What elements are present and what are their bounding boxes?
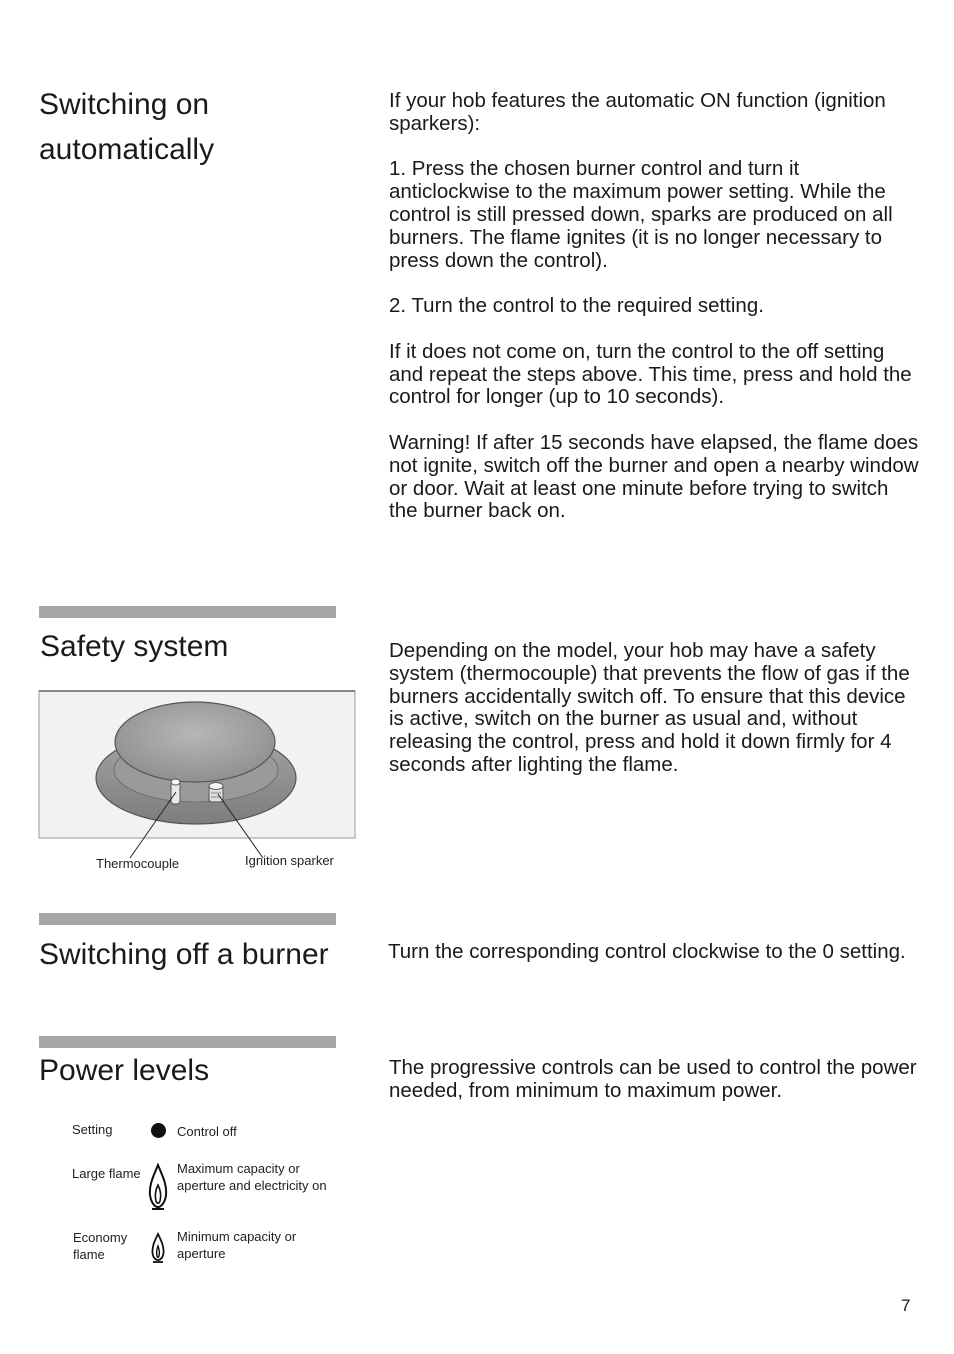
auto-on-text (389, 90, 919, 546)
legend-economy-flame-label: Economy flame (73, 1230, 128, 1262)
switch-off-text: Turn the corresponding control clockwise to the 0 setting. (388, 940, 906, 963)
legend-setting-label: Setting (72, 1122, 113, 1137)
heading-safety-system: Safety system (40, 630, 229, 663)
burner-cap (115, 702, 275, 782)
auto-on-paragraph-warning: Warning! If after 15 seconds have elapsed, the flame does not ignite, switch off the burner and open a nearby window or door. Wait at least one minute before trying to switch the burner back on. (389, 430, 919, 523)
section-rule-switch-off (39, 913, 336, 925)
ignition-sparker-part (209, 783, 223, 803)
section-rule-power-levels (39, 1036, 336, 1048)
auto-on-paragraph-step2: 2. Turn the control to the required setting. (389, 294, 764, 318)
legend-large-flame-desc: Maximum capacity or aperture and electricity on (177, 1161, 327, 1193)
heading-power-levels: Power levels (39, 1054, 210, 1087)
label-thermocouple: Thermocouple (96, 856, 180, 871)
heading-switching-off-burner: Switching off a burner (39, 938, 329, 971)
legend-large-flame-label: Large flame (72, 1166, 141, 1181)
label-ignition-sparker: Ignition sparker (245, 853, 334, 868)
heading-line-1: Switching on (39, 88, 210, 121)
section-rule-safety (39, 606, 336, 618)
heading-line-2: automatically (39, 133, 215, 166)
small-flame-icon (149, 1232, 167, 1264)
auto-on-paragraph-retry: If it does not come on, turn the control to the off setting and repeat the steps above. This time, press and hold the control for longer (up to 10 seconds). (389, 339, 912, 409)
large-flame-icon (147, 1163, 169, 1211)
legend-control-off-desc: Control off (177, 1124, 237, 1139)
thermocouple-part (171, 779, 180, 804)
burner-illustration (38, 690, 356, 880)
auto-on-paragraph-intro: If your hob features the automatic ON function (ignition sparkers): (389, 89, 886, 135)
heading-switching-on-automatically (39, 82, 214, 172)
auto-on-paragraph-step1: 1. Press the chosen burner control and turn it anticlockwise to the maximum power setting. While the control is still pressed down, sparks are produced on all burners. The flame ignites (it is no longer necessary to press down the control). (389, 157, 893, 272)
safety-text: Depending on the model, your hob may have a safety system (thermocouple) that prevents the flow of gas if the burners accidentally switch off. To ensure that this device is active, switch on the burner as usual and, without releasing the control, press and hold it down firmly for 4 seconds after lighting the flame. (389, 639, 910, 776)
power-levels-text: The progressive controls can be used to control the power needed, from minimum to maximum power. (389, 1056, 917, 1102)
page-number: 7 (901, 1296, 911, 1315)
legend-economy-flame-desc: Minimum capacity or aperture (177, 1229, 297, 1261)
filled-circle-icon (150, 1122, 168, 1140)
